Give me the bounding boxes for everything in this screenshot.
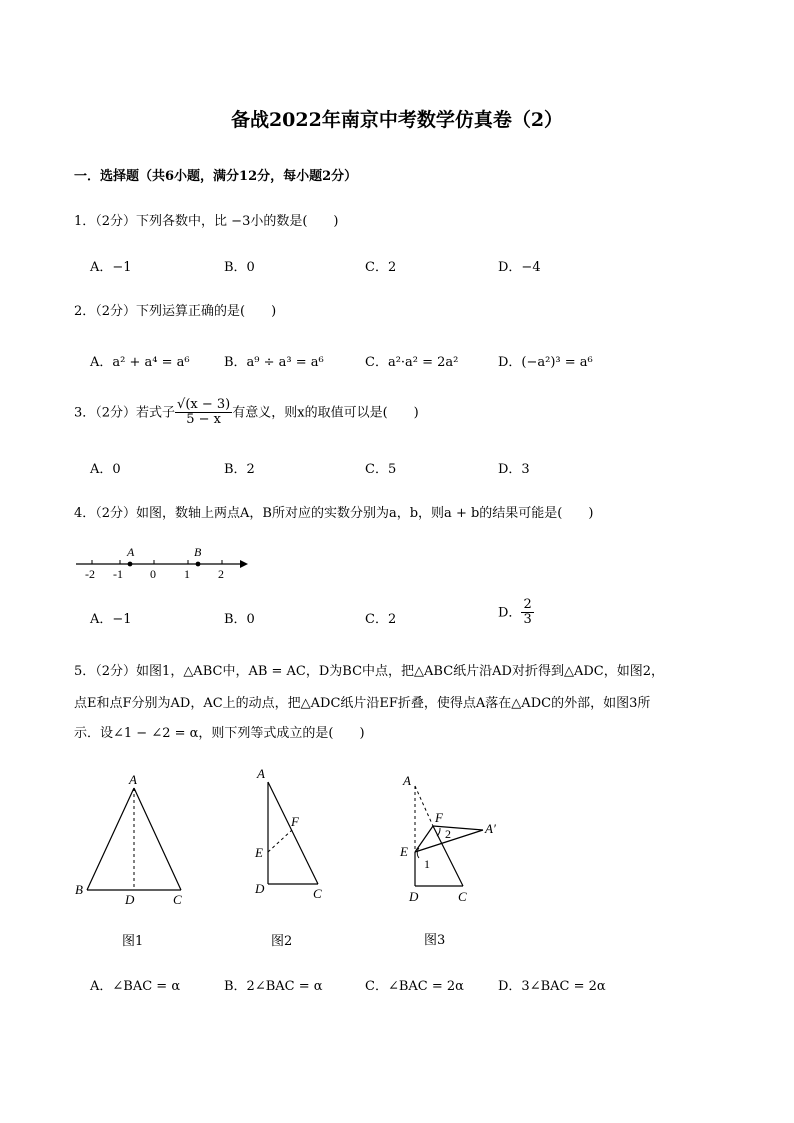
q1-option-d[interactable]: D．−4 bbox=[498, 260, 541, 275]
angle-1-arc bbox=[417, 848, 419, 858]
fig2-label-a: A bbox=[257, 766, 265, 781]
segment-af-dashed bbox=[415, 786, 433, 826]
fig3-label-a: A bbox=[403, 773, 411, 788]
question-5-line-3: 示．设∠1 − ∠2 = α，则下列等式成立的是( ) bbox=[74, 726, 365, 741]
q3-stem-post: 有意义，则x的取值可以是( ) bbox=[232, 405, 419, 421]
tick-label: 2 bbox=[218, 567, 224, 581]
q3-stem-pre: 3．（2分）若式子 bbox=[74, 405, 176, 421]
q5-option-c[interactable]: C．∠BAC = 2α bbox=[365, 979, 464, 994]
question-5-line-1: 5．（2分）如图1，△ABC中，AB = AC，D为BC中点，把△ABC纸片沿AD对折得到△ADC，如图2， bbox=[74, 664, 665, 679]
caption-figure-2: 图2 bbox=[271, 934, 293, 949]
q2-option-d[interactable]: D．(−a²)³ = a⁶ bbox=[498, 355, 593, 370]
q3-option-d[interactable]: D．3 bbox=[498, 462, 530, 477]
point-b-dot bbox=[196, 562, 201, 567]
fig3-label-e: E bbox=[400, 844, 408, 859]
q3-option-a[interactable]: A．0 bbox=[90, 462, 121, 477]
section-heading: 一．选择题（共6小题，满分12分，每小题2分） bbox=[74, 169, 358, 184]
segment-ab bbox=[87, 788, 134, 890]
figure-1 bbox=[72, 770, 197, 910]
q5-option-b[interactable]: B．2∠BAC = α bbox=[224, 979, 323, 994]
q4-option-d-numerator: 2 bbox=[523, 597, 532, 612]
fig2-label-d: D bbox=[255, 881, 265, 896]
q4-option-d[interactable] bbox=[498, 598, 534, 628]
fig3-label-f: F bbox=[435, 810, 443, 825]
question-5-line-2: 点E和点F分别为AD，AC上的动点，把△ADC纸片沿EF折叠，使得点A落在△ADC的外部，如图3所 bbox=[74, 696, 651, 711]
tick-label: 0 bbox=[150, 567, 156, 581]
q1-option-a[interactable]: A．−1 bbox=[90, 260, 132, 275]
q3-fraction bbox=[175, 398, 232, 428]
figure-3 bbox=[395, 768, 510, 908]
fig3-label-angle-2: 2 bbox=[445, 827, 451, 841]
fig3-label-c: C bbox=[458, 889, 467, 904]
tick-label: 1 bbox=[184, 567, 190, 581]
q4-option-a[interactable]: A．−1 bbox=[90, 612, 132, 627]
q3-option-c[interactable]: C．5 bbox=[365, 462, 397, 477]
caption-figure-1: 图1 bbox=[122, 934, 144, 949]
point-b-label: B bbox=[194, 545, 202, 559]
fig2-label-e: E bbox=[255, 845, 263, 860]
caption-figure-3: 图3 bbox=[424, 933, 446, 948]
page-title: 备战2022年南京中考数学仿真卷（2） bbox=[230, 109, 564, 131]
fig1-label-b: B bbox=[75, 882, 83, 897]
fig2-label-c: C bbox=[313, 886, 322, 901]
segment-fa-prime bbox=[433, 826, 483, 830]
q4-option-d-denominator: 3 bbox=[523, 612, 532, 628]
figure-2 bbox=[250, 760, 340, 905]
q2-option-b[interactable]: B．a⁹ ÷ a³ = a⁶ bbox=[224, 355, 324, 370]
fig3-label-angle-1: 1 bbox=[424, 857, 430, 871]
q1-option-b[interactable]: B．0 bbox=[224, 260, 255, 275]
q4-option-d-prefix: D． bbox=[498, 605, 522, 621]
q5-option-d[interactable]: D．3∠BAC = 2α bbox=[498, 979, 606, 994]
fig1-label-d: D bbox=[125, 892, 135, 907]
question-4-stem: 4．（2分）如图，数轴上两点A，B所对应的实数分别为a，b，则a + b的结果可能是( ) bbox=[74, 506, 594, 521]
question-2-stem: 2．（2分）下列运算正确的是( ) bbox=[74, 304, 277, 319]
q4-option-b[interactable]: B．0 bbox=[224, 612, 255, 627]
point-a-dot bbox=[128, 562, 133, 567]
q1-option-c[interactable]: C．2 bbox=[365, 260, 397, 275]
point-a-label: A bbox=[127, 545, 135, 559]
number-line-arrow-icon bbox=[240, 560, 248, 568]
q3-option-b[interactable]: B．2 bbox=[224, 462, 255, 477]
q2-option-c[interactable]: C．a²·a² = 2a² bbox=[365, 355, 459, 370]
fig3-label-d: D bbox=[409, 889, 419, 904]
q4-option-c[interactable]: C．2 bbox=[365, 612, 397, 627]
fig2-label-f: F bbox=[291, 814, 299, 829]
fig1-label-c: C bbox=[173, 892, 182, 907]
tick-label: -2 bbox=[85, 567, 95, 581]
question-1-stem: 1．（2分）下列各数中，比 −3小的数是( ) bbox=[74, 214, 339, 229]
q2-option-a[interactable]: A．a² + a⁴ = a⁶ bbox=[90, 355, 190, 370]
q3-fraction-denominator: 5 − x bbox=[186, 412, 222, 428]
tick-label: -1 bbox=[113, 567, 123, 581]
question-3-stem bbox=[74, 398, 419, 428]
segment-ef bbox=[415, 826, 433, 852]
q4-option-d-fraction bbox=[521, 598, 533, 628]
segment-ac bbox=[134, 788, 181, 890]
segment-ef-dashed bbox=[268, 830, 292, 852]
q3-fraction-numerator: √(x − 3) bbox=[177, 397, 231, 412]
number-line-figure bbox=[72, 540, 252, 582]
fig1-label-a: A bbox=[129, 772, 137, 787]
segment-ac bbox=[268, 782, 318, 884]
fig3-label-a-prime: A′ bbox=[485, 821, 496, 836]
q5-option-a[interactable]: A．∠BAC = α bbox=[90, 979, 181, 994]
